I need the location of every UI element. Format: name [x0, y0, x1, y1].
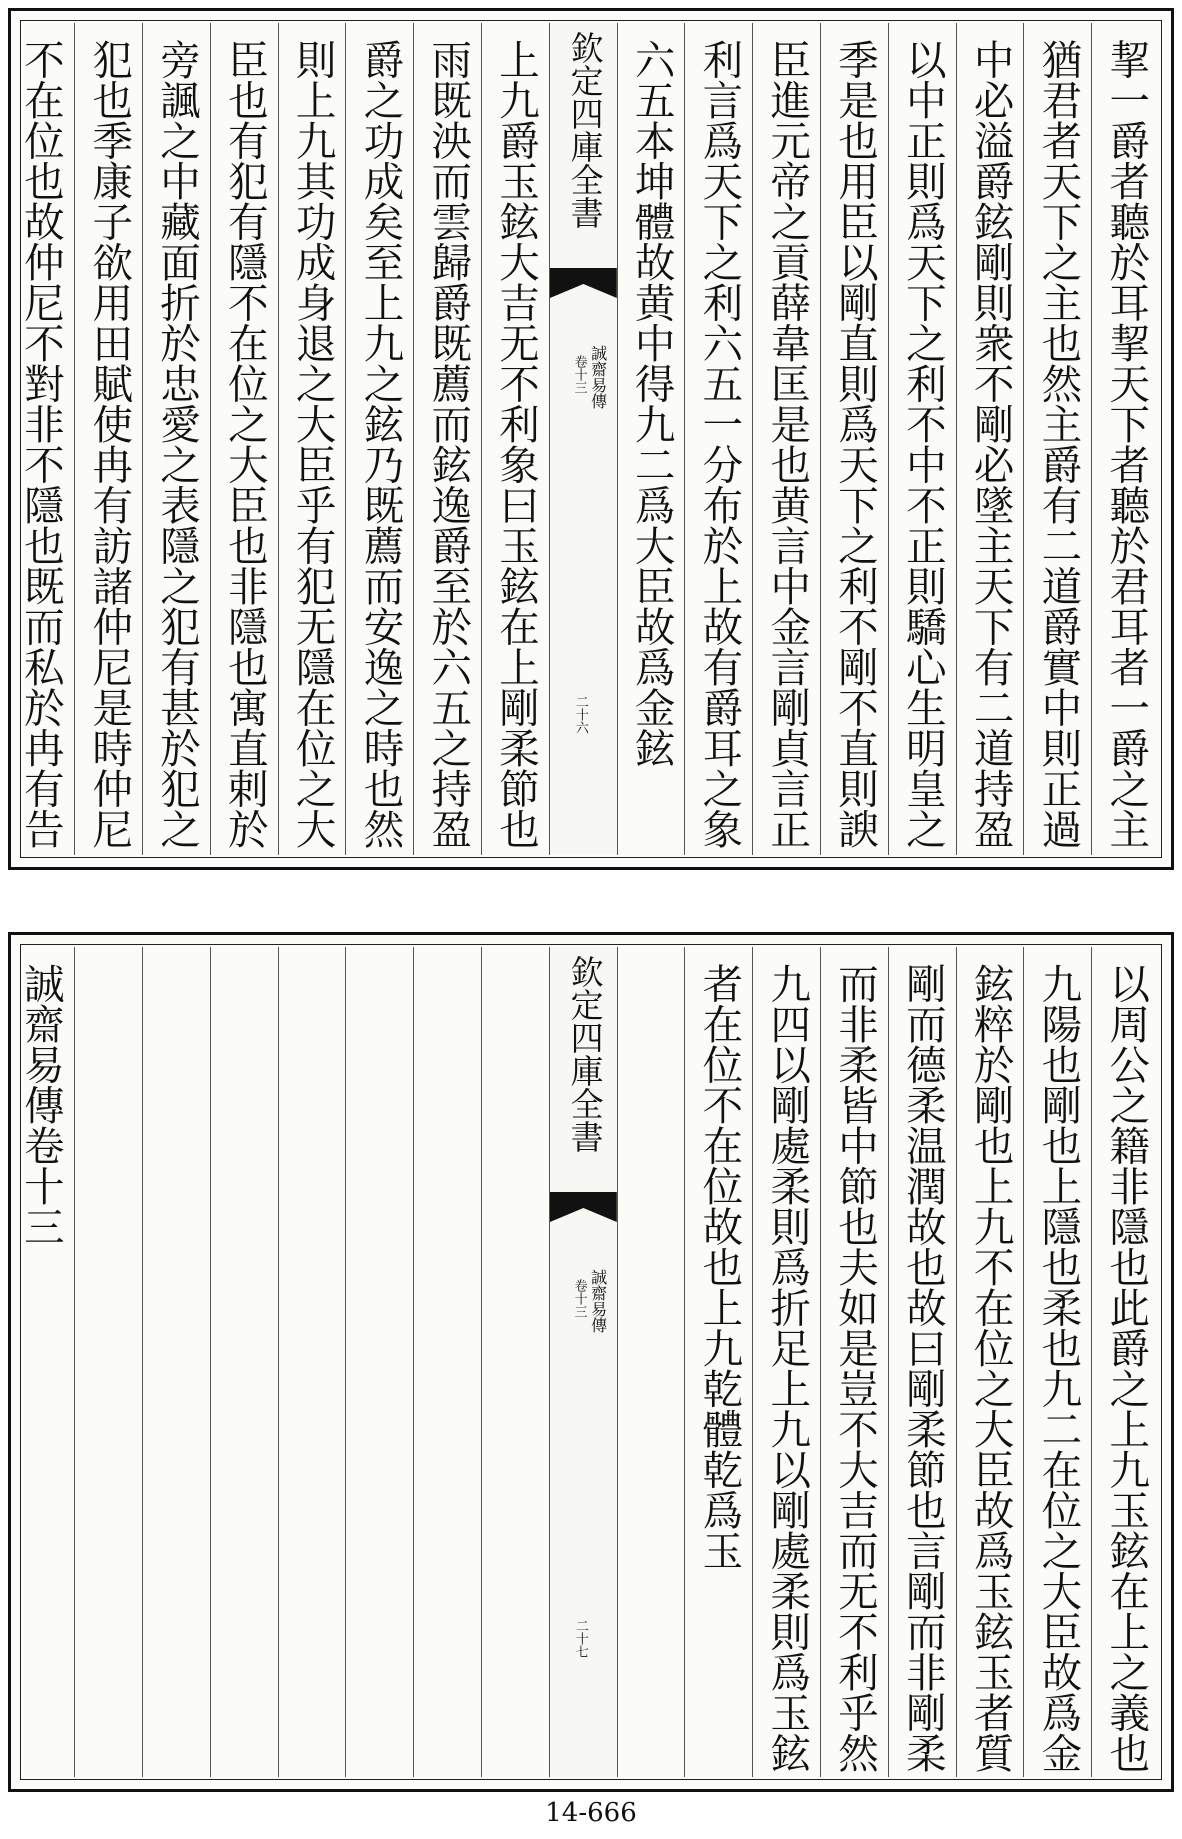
text-column	[1091, 947, 1159, 1777]
column-text: 臣進元帝之貢薛韋匡是也黄言中金言剛貞言正	[763, 39, 812, 849]
column-text: 以周公之籍非隱也此爵之上九玉鉉在上之義也	[1102, 963, 1151, 1773]
text-column	[617, 947, 685, 1777]
page-footer-number: 14-666	[545, 1798, 637, 1828]
text-column	[278, 23, 346, 855]
fish-tail-mark	[550, 268, 617, 312]
text-column	[6, 23, 74, 855]
text-column	[413, 23, 481, 855]
column-text: 九四以剛處柔則爲折足上九以剛處柔則爲玉鉉	[763, 963, 812, 1773]
column-text: 旁諷之中藏面折於忠愛之表隱之犯有甚於犯之	[153, 39, 202, 849]
column-text: 犯也季康子欲用田賦使冉有訪諸仲尼是時仲尼	[85, 39, 134, 849]
column-text: 九陽也剛也上隱也柔也九二在位之大臣故爲金	[1034, 963, 1083, 1773]
text-column	[481, 947, 549, 1777]
text-column	[752, 947, 820, 1777]
text-column	[345, 23, 413, 855]
column-text: 剛而德柔温潤故也故曰剛柔節也言剛而非剛柔	[898, 963, 947, 1773]
text-column	[413, 947, 481, 1777]
text-column	[1023, 23, 1091, 855]
bottom-page-columns	[16, 947, 1159, 1777]
text-column	[684, 947, 752, 1777]
top-page-columns	[16, 23, 1159, 855]
text-column	[345, 947, 413, 1777]
text-column	[684, 23, 752, 855]
leaf-number: 二十七	[572, 1619, 588, 1658]
column-text: 而非柔皆中節也夫如是豈不大吉而无不利乎然	[831, 963, 880, 1773]
center-fold-column	[549, 947, 617, 1777]
text-column	[956, 23, 1024, 855]
text-column	[481, 23, 549, 855]
text-column	[142, 947, 210, 1777]
text-column	[752, 23, 820, 855]
column-text: 者在位不在位故也上九乾體乾爲玉	[695, 963, 744, 1571]
header-title: 欽定四庫全書	[565, 31, 605, 229]
text-column	[1023, 947, 1091, 1777]
text-column	[888, 23, 956, 855]
center-volume: 卷十三	[571, 1279, 587, 1318]
column-text: 季是也用臣以剛直則爲天下之利不剛不直則諛	[831, 39, 880, 849]
top-page	[8, 8, 1174, 870]
text-column	[820, 947, 888, 1777]
column-text: 猶君者天下之主也然主爵有二道爵實中則正過	[1034, 39, 1083, 849]
fish-tail-mark	[550, 1192, 617, 1236]
column-text: 利言爲天下之利六五一分布於上故有爵耳之象	[695, 39, 744, 849]
column-text: 鉉粹於剛也上九不在位之大臣故爲玉鉉玉者質	[966, 963, 1015, 1773]
header-title: 欽定四庫全書	[565, 955, 605, 1153]
text-column	[210, 23, 278, 855]
text-column	[142, 23, 210, 855]
end-title: 誠齋易傳卷十三	[16, 963, 65, 1247]
column-text: 雨既泱而雲歸爵既薦而鉉逸爵至於六五之持盈	[424, 39, 473, 849]
text-column	[278, 947, 346, 1777]
column-text: 則上九其功成身退之大臣乎有犯无隱在位之大	[288, 39, 337, 849]
text-column	[617, 23, 685, 855]
center-book-title: 誠齋易傳	[588, 345, 608, 409]
text-column	[1091, 23, 1159, 855]
text-column	[888, 947, 956, 1777]
leaf-number: 二十六	[572, 695, 588, 734]
end-title-column	[6, 947, 74, 1777]
text-column	[956, 947, 1024, 1777]
text-column	[820, 23, 888, 855]
text-column	[210, 947, 278, 1777]
column-text: 臣也有犯有隱不在位之大臣也非隱也寓直剌於	[220, 39, 269, 849]
column-text: 以中正則爲天下之利不中不正則驕心生明皇之	[898, 39, 947, 849]
column-text: 上九爵玉鉉大吉无不利象曰玉鉉在上剛柔節也	[492, 39, 541, 849]
text-column	[74, 947, 142, 1777]
column-text: 六五本坤體故黄中得九二爲大臣故爲金鉉	[627, 39, 676, 768]
column-text: 中必溢爵鉉剛則衆不剛必墜主天下有二道持盈	[966, 39, 1015, 849]
center-volume: 卷十三	[571, 355, 587, 394]
column-text: 爵之功成矣至上九之鉉乃既薦而安逸之時也然	[356, 39, 405, 849]
center-book-title: 誠齋易傳	[588, 1269, 608, 1333]
column-text: 不在位也故仲尼不對非不隱也既而私於冉有告	[16, 39, 65, 849]
column-text: 挈一爵者聽於耳挈天下者聽於君耳者一爵之主	[1102, 39, 1151, 849]
center-fold-column	[549, 23, 617, 855]
text-column	[74, 23, 142, 855]
bottom-page	[8, 932, 1174, 1792]
